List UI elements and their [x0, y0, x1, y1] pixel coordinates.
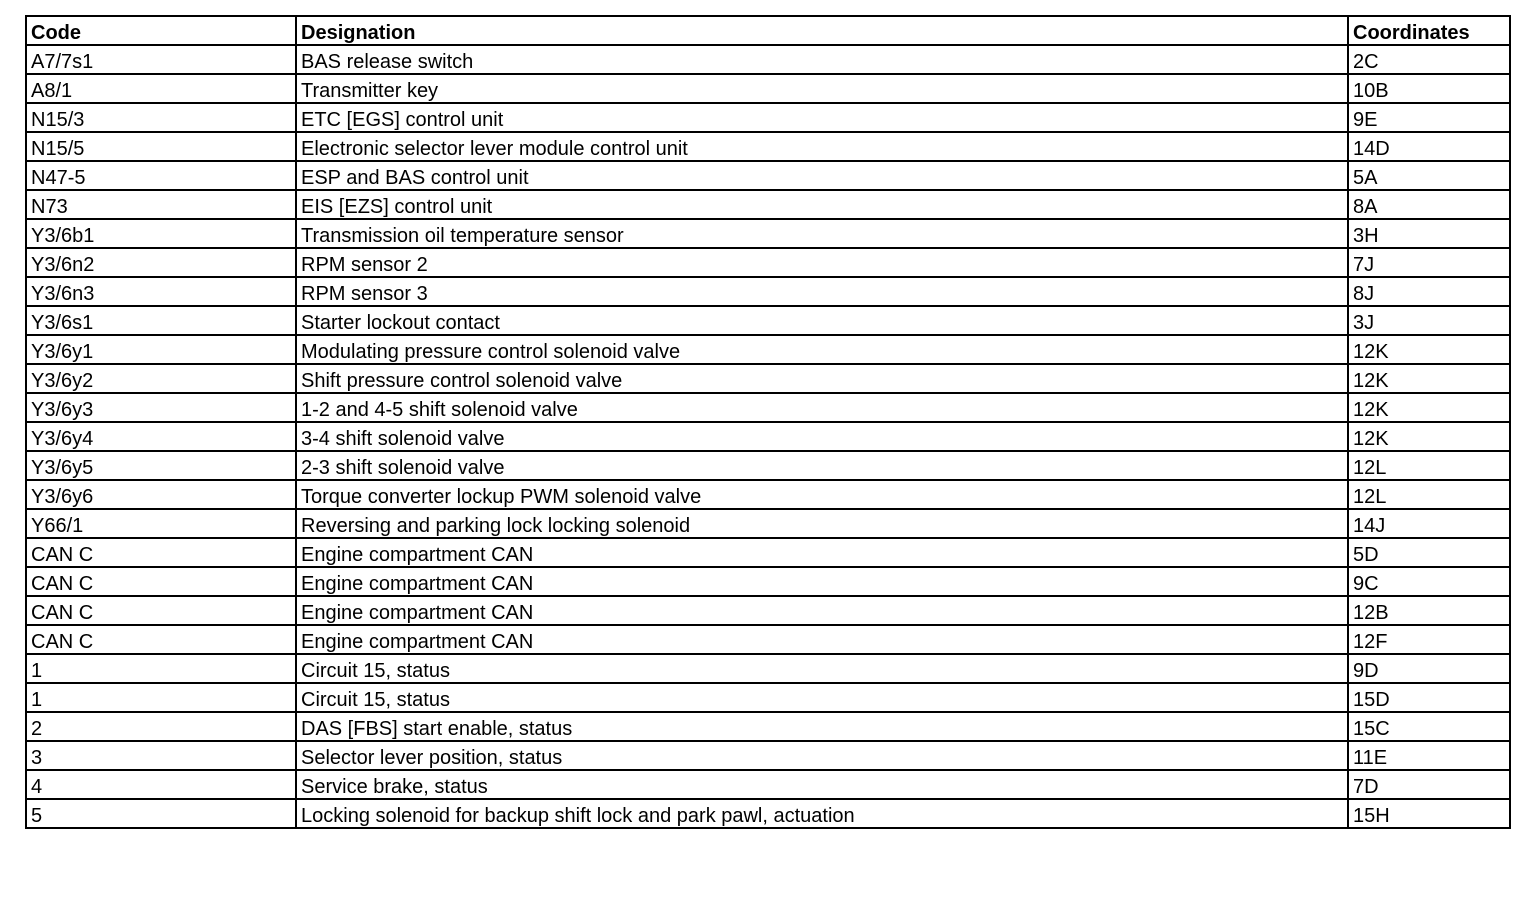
table-row	[26, 277, 1510, 306]
table-row	[26, 422, 1510, 451]
cell-coordinates: 12K	[1348, 422, 1510, 451]
cell-code: CAN C	[26, 567, 296, 596]
cell-coordinates: 14J	[1348, 509, 1510, 538]
table-row	[26, 335, 1510, 364]
cell-coordinates: 14D	[1348, 132, 1510, 161]
cell-coordinates: 8A	[1348, 190, 1510, 219]
cell-coordinates: 12K	[1348, 364, 1510, 393]
cell-designation: Reversing and parking lock locking solenoid	[296, 509, 1348, 538]
cell-code: Y3/6y2	[26, 364, 296, 393]
cell-coordinates: 12L	[1348, 451, 1510, 480]
cell-code: Y3/6y1	[26, 335, 296, 364]
cell-coordinates: 5D	[1348, 538, 1510, 567]
cell-code: 1	[26, 654, 296, 683]
cell-designation: ESP and BAS control unit	[296, 161, 1348, 190]
table-row	[26, 770, 1510, 799]
cell-coordinates: 12K	[1348, 335, 1510, 364]
header-designation: Designation	[296, 16, 1348, 45]
table-row	[26, 480, 1510, 509]
table-row	[26, 364, 1510, 393]
cell-designation: Shift pressure control solenoid valve	[296, 364, 1348, 393]
cell-coordinates: 15C	[1348, 712, 1510, 741]
cell-code: N73	[26, 190, 296, 219]
table-row	[26, 683, 1510, 712]
table-row	[26, 306, 1510, 335]
cell-designation: 1-2 and 4-5 shift solenoid valve	[296, 393, 1348, 422]
table-row	[26, 799, 1510, 828]
cell-designation: Engine compartment CAN	[296, 596, 1348, 625]
cell-designation: Selector lever position, status	[296, 741, 1348, 770]
cell-coordinates: 3H	[1348, 219, 1510, 248]
cell-designation: Electronic selector lever module control unit	[296, 132, 1348, 161]
cell-coordinates: 3J	[1348, 306, 1510, 335]
table-row	[26, 567, 1510, 596]
cell-code: Y3/6y4	[26, 422, 296, 451]
table-row	[26, 741, 1510, 770]
table-header	[26, 16, 1510, 45]
cell-code: 3	[26, 741, 296, 770]
cell-coordinates: 7D	[1348, 770, 1510, 799]
cell-designation: 3-4 shift solenoid valve	[296, 422, 1348, 451]
cell-code: CAN C	[26, 625, 296, 654]
cell-designation: Circuit 15, status	[296, 683, 1348, 712]
table-row	[26, 190, 1510, 219]
table-row	[26, 451, 1510, 480]
cell-designation: RPM sensor 2	[296, 248, 1348, 277]
table-row	[26, 596, 1510, 625]
cell-designation: DAS [FBS] start enable, status	[296, 712, 1348, 741]
cell-designation: 2-3 shift solenoid valve	[296, 451, 1348, 480]
cell-coordinates: 12B	[1348, 596, 1510, 625]
cell-designation: Starter lockout contact	[296, 306, 1348, 335]
table-row	[26, 625, 1510, 654]
cell-code: 2	[26, 712, 296, 741]
table-row	[26, 219, 1510, 248]
cell-code: 5	[26, 799, 296, 828]
cell-code: CAN C	[26, 538, 296, 567]
cell-code: Y3/6n3	[26, 277, 296, 306]
cell-designation: Modulating pressure control solenoid valve	[296, 335, 1348, 364]
cell-coordinates: 2C	[1348, 45, 1510, 74]
cell-code: N15/3	[26, 103, 296, 132]
cell-code: 1	[26, 683, 296, 712]
cell-code: A7/7s1	[26, 45, 296, 74]
cell-coordinates: 5A	[1348, 161, 1510, 190]
cell-coordinates: 12L	[1348, 480, 1510, 509]
cell-designation: Service brake, status	[296, 770, 1348, 799]
cell-coordinates: 12F	[1348, 625, 1510, 654]
header-code: Code	[26, 16, 296, 45]
cell-code: Y3/6b1	[26, 219, 296, 248]
cell-code: A8/1	[26, 74, 296, 103]
table-row	[26, 161, 1510, 190]
cell-coordinates: 9C	[1348, 567, 1510, 596]
cell-code: N47-5	[26, 161, 296, 190]
header-coordinates: Coordinates	[1348, 16, 1510, 45]
cell-code: CAN C	[26, 596, 296, 625]
cell-code: Y3/6n2	[26, 248, 296, 277]
cell-code: 4	[26, 770, 296, 799]
cell-designation: ETC [EGS] control unit	[296, 103, 1348, 132]
cell-code: Y3/6y3	[26, 393, 296, 422]
cell-code: Y3/6y5	[26, 451, 296, 480]
cell-designation: Engine compartment CAN	[296, 567, 1348, 596]
cell-code: Y3/6s1	[26, 306, 296, 335]
table-row	[26, 132, 1510, 161]
cell-code: N15/5	[26, 132, 296, 161]
cell-code: Y3/6y6	[26, 480, 296, 509]
cell-designation: BAS release switch	[296, 45, 1348, 74]
cell-designation: RPM sensor 3	[296, 277, 1348, 306]
table-row	[26, 538, 1510, 567]
cell-coordinates: 9E	[1348, 103, 1510, 132]
table-row	[26, 654, 1510, 683]
table-row	[26, 509, 1510, 538]
cell-designation: Locking solenoid for backup shift lock and park pawl, actuation	[296, 799, 1348, 828]
table-row	[26, 103, 1510, 132]
cell-designation: Transmitter key	[296, 74, 1348, 103]
cell-coordinates: 11E	[1348, 741, 1510, 770]
cell-coordinates: 7J	[1348, 248, 1510, 277]
cell-designation: EIS [EZS] control unit	[296, 190, 1348, 219]
table-row	[26, 248, 1510, 277]
cell-coordinates: 12K	[1348, 393, 1510, 422]
cell-designation: Transmission oil temperature sensor	[296, 219, 1348, 248]
cell-designation: Torque converter lockup PWM solenoid valve	[296, 480, 1348, 509]
table-row	[26, 712, 1510, 741]
cell-designation: Engine compartment CAN	[296, 625, 1348, 654]
cell-coordinates: 9D	[1348, 654, 1510, 683]
cell-coordinates: 10B	[1348, 74, 1510, 103]
cell-coordinates: 15D	[1348, 683, 1510, 712]
cell-designation: Circuit 15, status	[296, 654, 1348, 683]
table-body	[26, 45, 1510, 828]
table-row	[26, 45, 1510, 74]
cell-coordinates: 15H	[1348, 799, 1510, 828]
header-row	[26, 16, 1510, 45]
cell-code: Y66/1	[26, 509, 296, 538]
cell-designation: Engine compartment CAN	[296, 538, 1348, 567]
table-row	[26, 74, 1510, 103]
table-row	[26, 393, 1510, 422]
cell-coordinates: 8J	[1348, 277, 1510, 306]
component-legend-table	[25, 15, 1511, 829]
